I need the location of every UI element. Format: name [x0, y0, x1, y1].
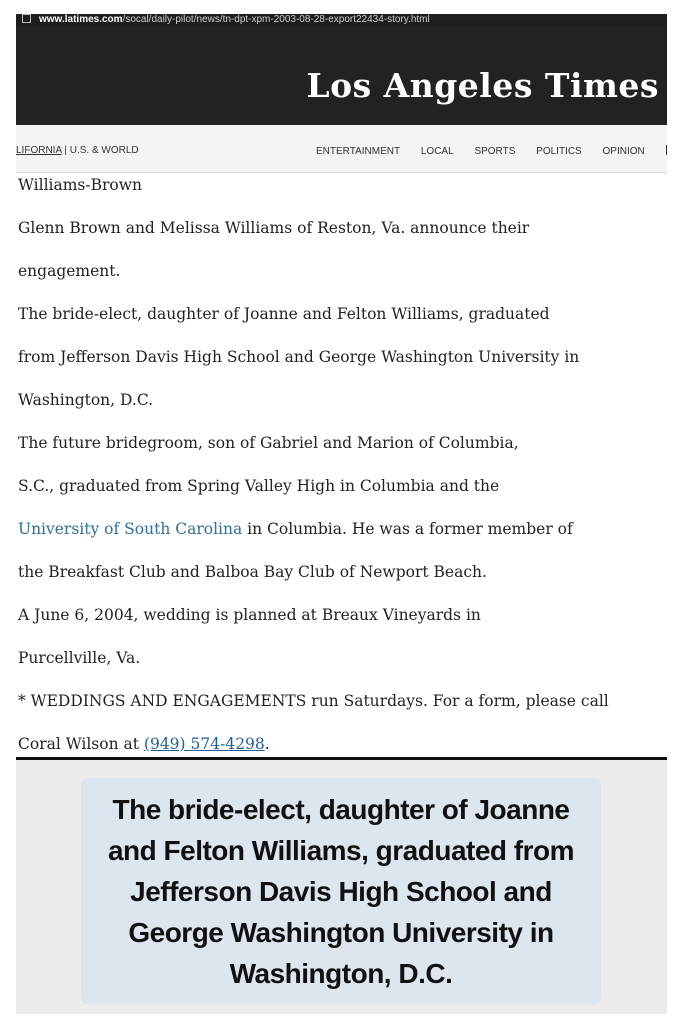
article-body — [18, 164, 658, 766]
url-path: /socal/daily-pilot/news/tn-dpt-xpm-2003-08-28-export22434-story.html — [122, 14, 430, 25]
nav-item-local[interactable]: LOCAL — [420, 146, 454, 157]
caption-line: The bride-elect, daughter of Joanne — [112, 793, 570, 825]
article-line: A June 6, 2004, wedding is planned at Breaux Vineyards in — [18, 606, 481, 624]
caption-line: and Felton Williams, graduated from — [107, 834, 575, 866]
article-line: Washington, D.C. — [18, 391, 154, 409]
nav-item-entertainment[interactable]: ENTERTAINMENT — [316, 146, 401, 157]
site-masthead — [16, 26, 667, 125]
caption-line: George Washington University in — [128, 916, 554, 948]
url-host: www.latimes.com — [39, 14, 123, 25]
quote-caption — [81, 789, 601, 994]
contact-suffix: . — [264, 735, 270, 753]
nav-item-sports[interactable]: SPORTS — [474, 146, 516, 157]
nav-item-opinion[interactable]: OPINION — [602, 146, 645, 157]
browser-url-bar[interactable] — [16, 14, 667, 26]
nav-divider — [666, 145, 667, 155]
site-logo[interactable]: Los Angeles Times — [306, 66, 659, 105]
article-line: Purcellville, Va. — [18, 649, 141, 667]
article-line — [18, 508, 658, 551]
article-line: engagement. — [18, 262, 121, 280]
screenshot-frame — [16, 14, 667, 1014]
article-line: * WEDDINGS AND ENGAGEMENTS run Saturdays. For a form, please call — [18, 692, 609, 710]
article-line: Glenn Brown and Melissa Williams of Reston, Va. announce their — [18, 219, 530, 237]
article-line: The future bridegroom, son of Gabriel and Marion of Columbia, — [18, 434, 519, 452]
article-line: the Breakfast Club and Balboa Bay Club of Newport Beach. — [18, 563, 487, 581]
caption-line: Washington, D.C. — [229, 957, 453, 989]
article-heading: Williams-Brown — [18, 176, 142, 194]
caption-section — [16, 760, 667, 1014]
quote-caption-box — [81, 778, 601, 1004]
nav-item-us-world[interactable]: | U.S. & WORLD — [64, 145, 139, 156]
article-line-text: in Columbia. He was a former member of — [242, 520, 573, 538]
caption-line: Jefferson Davis High School and — [130, 875, 552, 907]
nav-item-california[interactable]: LIFORNIA — [16, 145, 62, 156]
article-line: from Jefferson Davis High School and George Washington University in — [18, 348, 580, 366]
phone-link[interactable]: (949) 574-4298 — [143, 735, 265, 753]
university-link[interactable]: University of South Carolina — [18, 520, 243, 538]
article-line: The bride-elect, daughter of Joanne and Felton Williams, graduated — [18, 305, 550, 323]
contact-prefix: Coral Wilson at — [18, 735, 144, 753]
lock-icon — [22, 14, 31, 23]
article-line: S.C., graduated from Spring Valley High in Columbia and the — [18, 477, 500, 495]
nav-left-group — [16, 145, 139, 156]
nav-item-politics[interactable]: POLITICS — [536, 146, 582, 157]
nav-right-group — [316, 145, 667, 157]
